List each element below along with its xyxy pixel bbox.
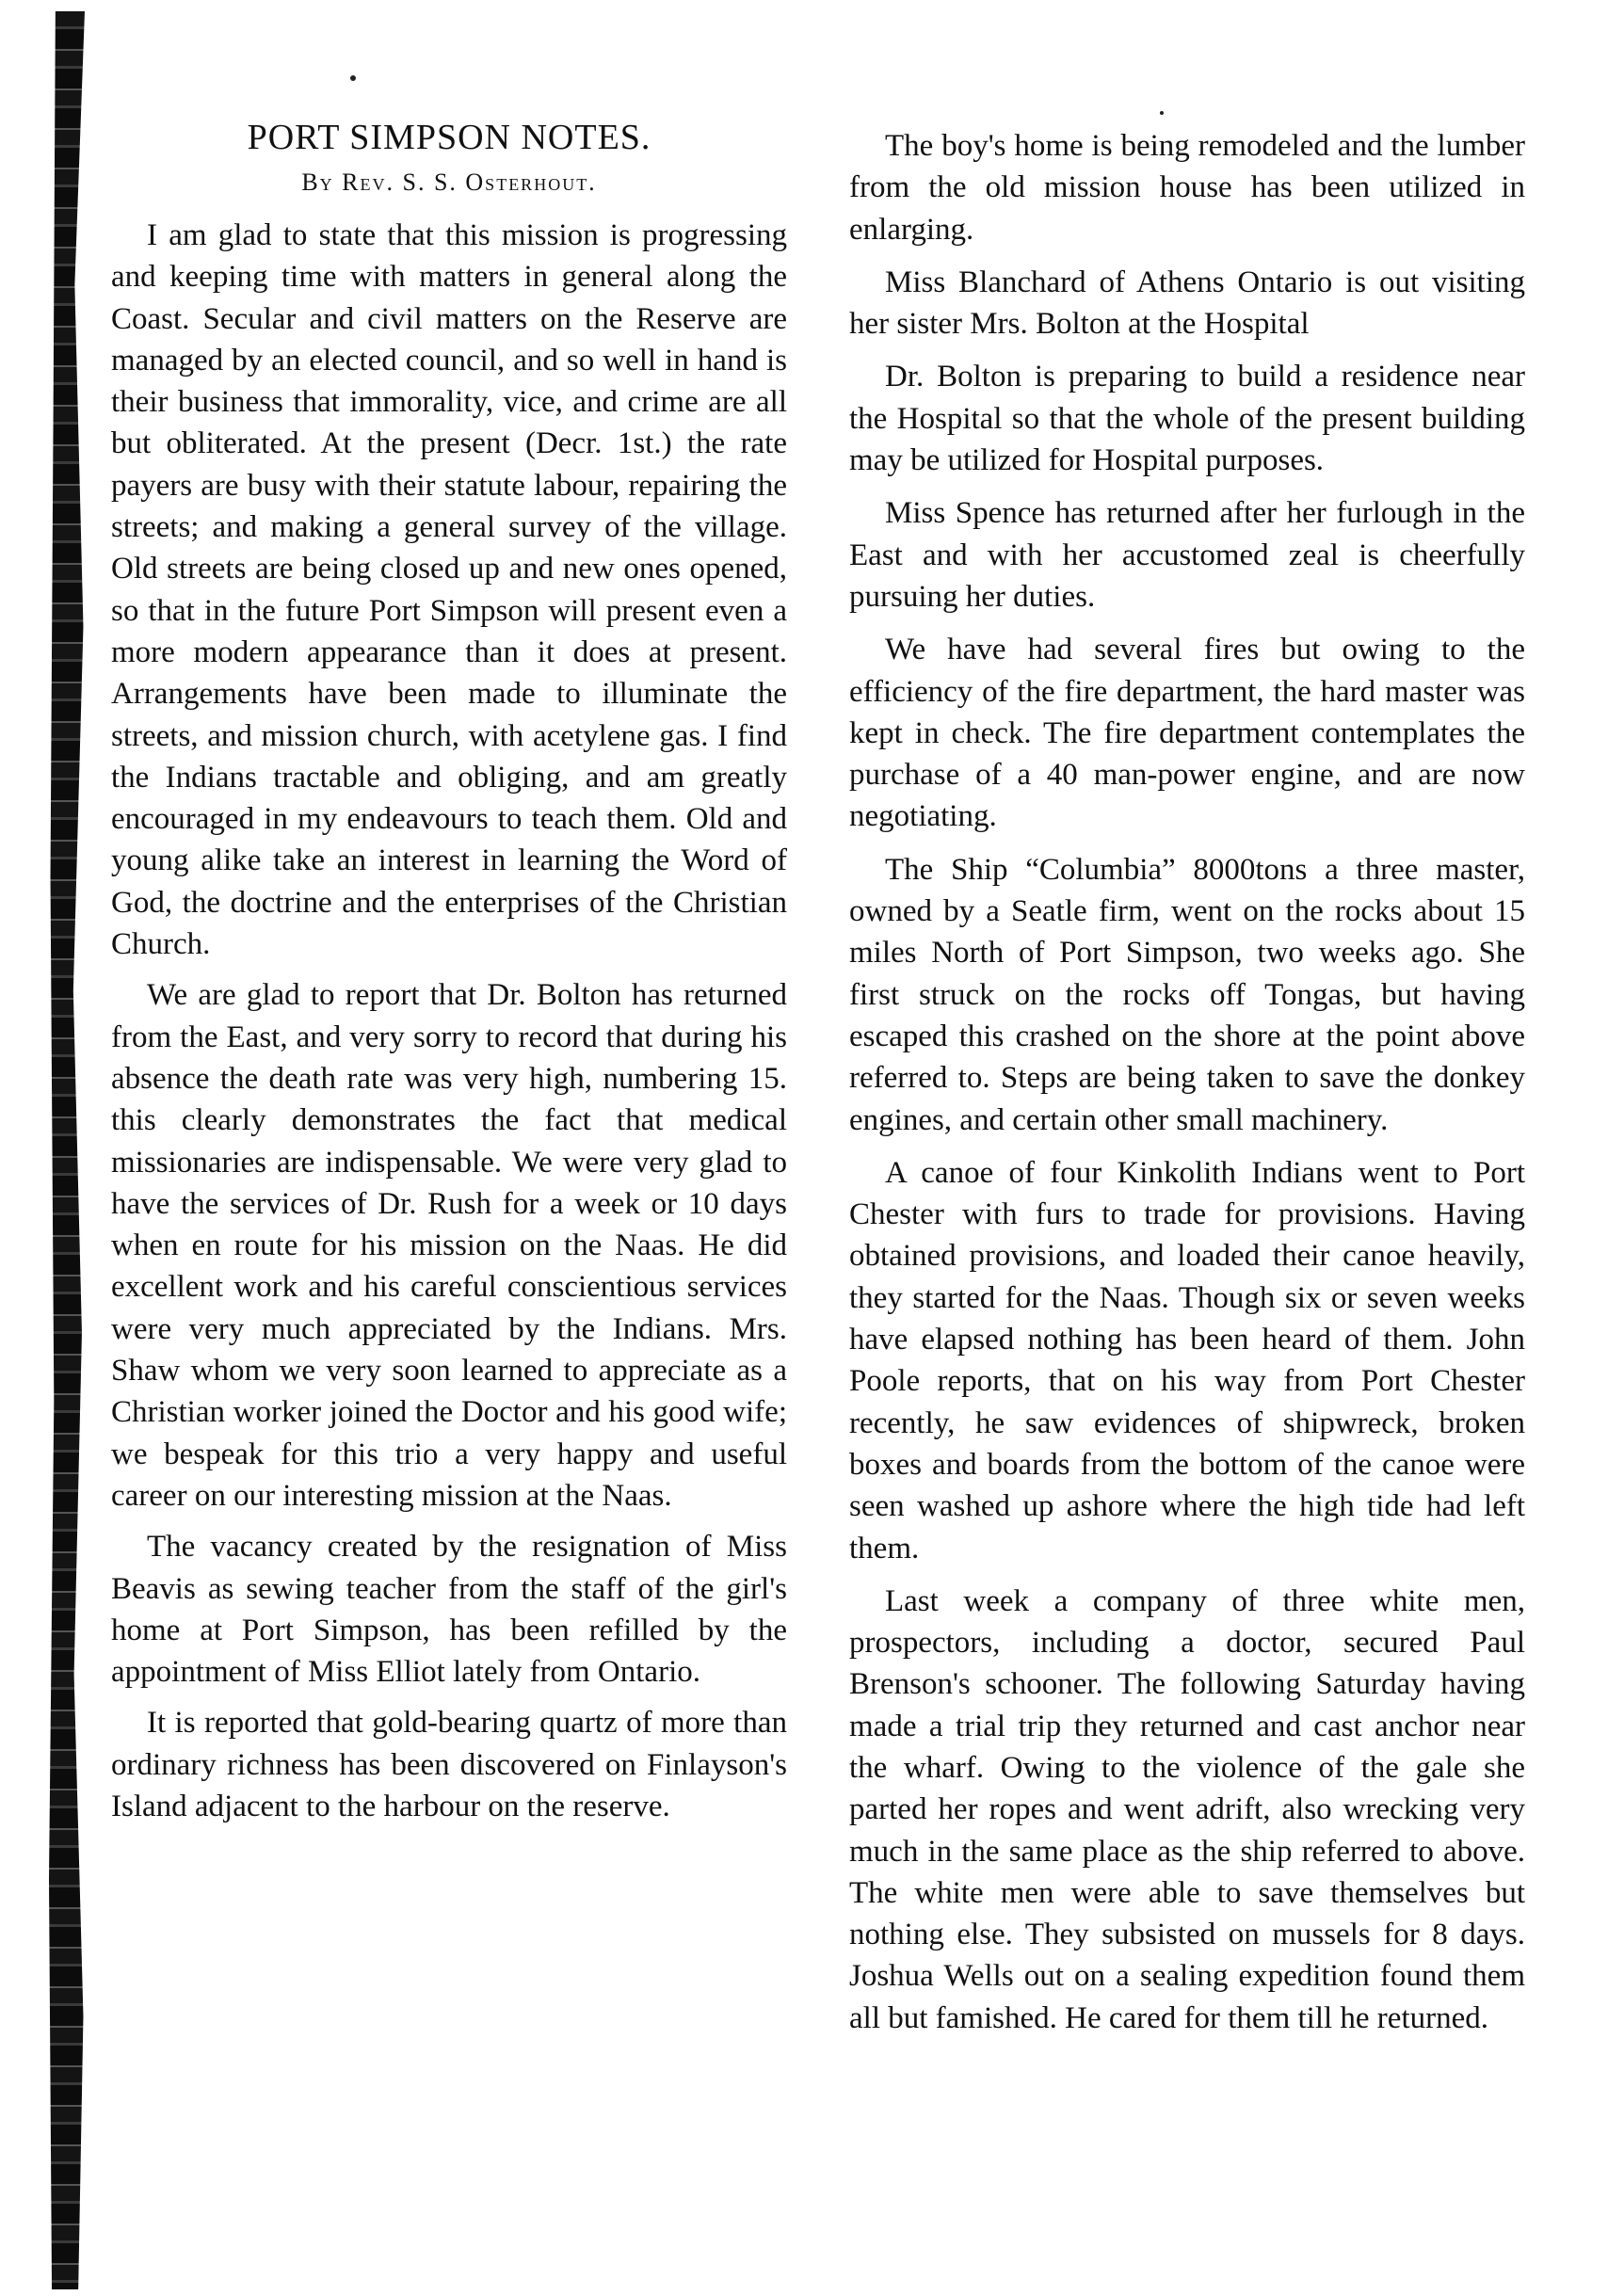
paragraph: We are glad to report that Dr. Bolton has returned from the East, and very sorry to record that during his absence the death rate was very high, numbering 15. this clearly demonstrates the fact that medical missionaries are indispensable. We were very glad to have the services of Dr. Rush for a week or 10 days when en route for his mission on the Naas. He did excellent work and his careful conscientious services were very much appreciated by the Indians. Mrs. Shaw whom we very soon learned to appreciate as a Christian worker joined the Doctor and his good wife; we bespeak for this trio a very happy and useful career on our interesting mission at the Naas. <box>111 978 787 1513</box>
page-binding-edge <box>49 11 85 2289</box>
paragraph: Last week a company of three white men, prospectors, including a doctor, secured Paul Brenson's schooner. The following Saturday having made a trial trip they returned and cast anchor near the wharf. Owing to the violence of the gale she parted her ropes and went adrift, also wrecking very much in the same place as the ship referred to above. The white men were able to save themselves but nothing else. They subsisted on mussels for 8 days. Joshua Wells out on a sealing expedition found them all but famished. He cared for them till he returned. <box>849 1583 1525 2035</box>
paragraph: Miss Spence has returned after her furlough in the East and with her accustomed zeal is cheerfully pursuing her duties. <box>849 496 1525 614</box>
paragraph: The Ship “Columbia” 8000tons a three master, owned by a Seatle firm, went on the rocks about 15 miles North of Port Simpson, two weeks ago. She first struck on the rocks off Tongas, but having escaped this crashed on the shore at the point above referred to. Steps are being taken to save the donkey engines, and certain other small machinery. <box>849 852 1525 1137</box>
paragraph: A canoe of four Kinkolith Indians went to Port Chester with furs to trade for provisions. Having obtained provisions, and loaded their canoe heavily, they started for the Naas. Though six or seven weeks have elapsed nothing has been heard of them. John Poole reports, that on his way from Port Chester recently, he saw evidences of shipwreck, broken boxes and boards from the bottom of the canoe were seen washed up ashore where the high tide had left them. <box>849 1155 1525 1565</box>
paragraph: We have had several fires but owing to the efficiency of the fire department, the hard master was kept in check. The fire department contemplates the purchase of a 40 man-power engine, and are now negotiating. <box>849 633 1525 834</box>
paragraph: I am glad to state that this mission is progressing and keeping time with matters in general along the Coast. Secular and civil matters on the Reserve are managed by an elected council, and so well in hand is their business that immorality, vice, and crime are all but obliterated. At the present (Decr. 1st.) the rate payers are busy with their statute labour, repairing the streets; and making a general survey of the village. Old streets are being closed up and new ones opened, so that in the future Port Simpson will present even a more modern appearance than it does at present. Arrangements have been made to illuminate the streets, and mission church, with acetylene gas. I find the Indians tractable and obliging, and am greatly encouraged in my endeavours to teach them. Old and young alike take an interest in learning the Word of God, the doctrine and the enterprises of the Christian Church. <box>111 218 787 962</box>
left-column <box>111 115 787 1837</box>
paragraph: The boy's home is being remodeled and the lumber from the old mission house has been utilized in enlarging. <box>849 129 1525 247</box>
right-column <box>849 125 1525 2050</box>
paragraph: The vacancy created by the resignation of Miss Beavis as sewing teacher from the staff of the girl's home at Port Simpson, has been refilled by the appointment of Miss Elliot lately from Ontario. <box>111 1530 787 1690</box>
ink-speck <box>1160 111 1164 115</box>
ink-speck <box>350 75 356 81</box>
article-byline: By Rev. S. S. Osterhout. <box>301 169 597 196</box>
paragraph: It is reported that gold-bearing quartz of more than ordinary richness has been discovered on Finlayson's Island adjacent to the harbour on the reserve. <box>111 1706 787 1823</box>
article-title: PORT SIMPSON NOTES. <box>247 118 651 157</box>
paragraph: Miss Blanchard of Athens Ontario is out visiting her sister Mrs. Bolton at the Hospital <box>849 265 1525 342</box>
paragraph: Dr. Bolton is preparing to build a residence near the Hospital so that the whole of the present building may be utilized for Hospital purposes. <box>849 360 1525 478</box>
